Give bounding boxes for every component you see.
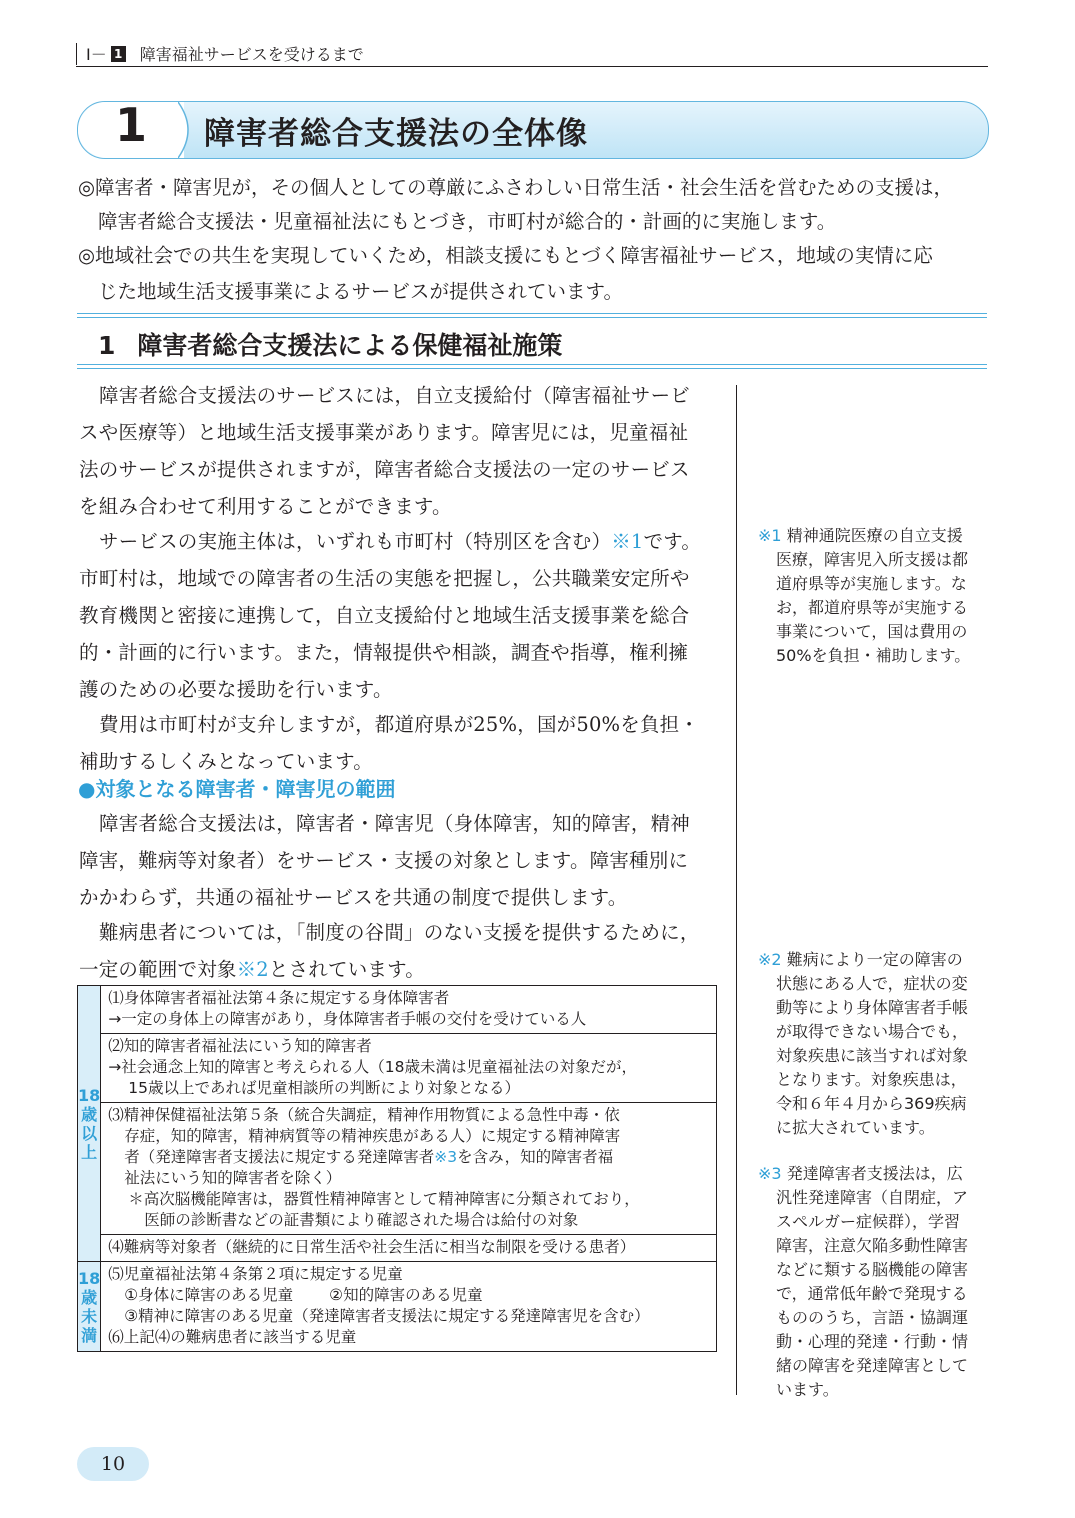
age-char: 未 [81,1306,98,1326]
note-mark: ※1 [758,526,782,545]
note-line: 令和６年４月から369疾病 [776,1094,967,1113]
table-row [78,1034,717,1103]
note-line: います。 [776,1380,839,1399]
cell-line: 医師の診断書などの証書類により確認された場合は給付の対象 [144,1211,579,1229]
footnote-ref-2: ※2 [236,958,269,981]
body-text: とされています。 [268,958,425,981]
footnote-ref-3: ※3 [434,1148,458,1166]
section-heading [98,326,562,362]
cell-text: 者（発達障害者支援法に規定する発達障害者 [124,1148,435,1166]
cell-line: ⑶精神保健福祉法第５条（統合失調症，精神作用物質による急性中毒・依 [108,1106,620,1124]
page-number: 10 [77,1447,149,1481]
table-cell-intellectual [101,1034,717,1103]
table-cell-mental [101,1103,717,1235]
side-note-1 [758,526,963,546]
note-line: スペルガー症候群），学習 [776,1212,961,1231]
body-line: 的・計画的に行います。また，情報提供や相談，調査や指導，権利擁 [79,641,689,664]
age-label-child [78,1262,101,1352]
cell-line [108,1285,710,1306]
side-note-2 [758,950,963,970]
body-line: を組み合わせて利用することができます。 [79,495,452,518]
intro-line-3: ◎地域社会での共生を実現していくため，相談支援にもとづく障害福祉サービス，地域の実情に応 [78,244,933,267]
cell-text: ②知的障害のある児童 [329,1286,483,1304]
cell-line: →社会通念上知的障害と考えられる人（18歳未満は児童福祉法の対象だが， [108,1058,637,1076]
body-line: 護のための必要な援助を行います。 [79,678,393,701]
table-row [78,1235,717,1262]
age-char: 歳 [81,1287,98,1307]
intro-line-2: 障害者総合支援法・児童福祉法にもとづき，市町村が総合的・計画的に実施します。 [98,210,837,233]
header-title: 障害福祉サービスを受けるまで [139,45,364,64]
header-part: Ⅰ－ [86,45,107,64]
intro-line-1: ◎障害者・障害児が，その個人としての尊厳にふさわしい日常生活・社会生活を営むための支援は， [78,176,954,199]
body-line: 法のサービスが提供されますが，障害者総合支援法の一定のサービス [79,458,690,481]
note-line: 50%を負担・補助します。 [776,646,971,665]
table-cell-children [101,1262,717,1352]
body-text: です。 [643,530,702,553]
section-number: 1 [98,331,116,360]
cell-line: 15歳以上であれば児童相談所の判断により対象となる） [128,1079,520,1097]
cell-line: ⑵知的障害者福祉法にいう知的障害者 [108,1037,372,1055]
section-rule-bottom-2 [77,368,987,369]
cell-line: ⑴身体障害者福祉法第４条に規定する身体障害者 [108,989,450,1007]
side-column-divider [736,385,737,1395]
note-line: で，通常低年齢で発現する [776,1284,968,1303]
section-rule-top-2 [77,317,987,318]
body-text: 一定の範囲で対象 [79,958,237,981]
note-line: 状態にある人で，症状の変 [776,974,968,993]
note-line: 道府県等が実施します。な [776,574,967,593]
age-char: 満 [81,1325,98,1345]
note-line: 事業について，国は費用の [776,622,968,641]
footnote-ref-1: ※1 [611,530,644,553]
body-line: 難病患者については，「制度の谷間」のない支援を提供するために， [99,921,700,944]
note-line: 障害，注意欠陥多動性障害 [776,1236,969,1255]
table-row [78,1262,717,1352]
table-row [78,986,717,1034]
note-text: 精神通院医療の自立支援 [786,526,963,545]
section-rule-bottom [77,364,987,365]
table-cell-intractable [101,1235,717,1262]
age-label-adult [78,986,101,1262]
note-text: 発達障害者支援法は，広 [786,1164,963,1183]
body-line: かかわらず，共通の福祉サービスを共通の制度で提供します。 [79,886,628,909]
cell-text: ①身体に障害のある児童 [124,1286,294,1304]
note-line: 緒の障害を発達障害として [776,1356,969,1375]
cell-line: 存症，知的障害，精神病質等の精神疾患がある人）に規定する精神障害 [124,1127,621,1145]
intro-line-4: じた地域生活支援事業によるサービスが提供されています。 [98,280,623,303]
chapter-number: 1 [114,98,147,152]
note-line: に拡大されています。 [776,1118,935,1137]
running-header [76,40,988,67]
body-line: 教育機関と密接に連携して，自立支援給付と地域生活支援事業を総合 [79,604,690,627]
note-line: 医療，障害児入所支援は都 [776,550,969,569]
body-text: サービスの実施主体は，いずれも市町村（特別区を含む） [99,530,612,553]
cell-line: →一定の身体上の障害があり，身体障害者手帳の交付を受けている人 [108,1010,587,1028]
note-text: 難病により一定の障害の [786,950,963,969]
subheading: ●対象となる障害者・障害児の範囲 [78,777,396,801]
eligibility-table [77,985,717,1352]
cell-line: ⑷難病等対象者（継続的に日常生活や社会生活に相当な制限を受ける患者） [108,1238,636,1256]
note-line: お，都道府県等が実施する [776,598,969,617]
body-line: 補助するしくみとなっています。 [79,750,373,773]
note-line: 汎性発達障害（自閉症，ア [776,1188,969,1207]
note-line: が取得できない場合でも， [776,1022,969,1041]
cell-line: ⑸児童福祉法第４条第２項に規定する児童 [108,1265,403,1283]
table-cell-physical [101,986,717,1034]
side-note-3 [758,1164,963,1184]
header-bar [76,43,77,65]
cell-line: ＊高次脳機能障害は，器質性精神障害として精神障害に分類されており， [128,1190,640,1208]
body-line [99,526,701,554]
age-char: 上 [81,1142,98,1162]
section-rule-top [77,313,987,314]
note-mark: ※2 [758,950,782,969]
table-row [78,1103,717,1235]
age-char: 18 [78,1085,101,1105]
note-line: となります。対象疾患は， [776,1070,967,1089]
body-line [79,954,425,982]
note-mark: ※3 [758,1164,782,1183]
note-line: 動等により身体障害者手帳 [776,998,969,1017]
header-chapter-number: 1 [111,46,126,62]
note-line: などに類する脳機能の障害 [776,1260,969,1279]
age-char: 18 [78,1268,101,1288]
cell-line [108,1147,710,1168]
chapter-title: 障害者総合支援法の全体像 [204,116,588,152]
cell-line: ③精神に障害のある児童（発達障害者支援法に規定する発達障害児を含む） [124,1307,650,1325]
body-line: スや医療等）と地域生活支援事業があります。障害児には，児童福祉 [79,421,689,444]
cell-line: 祉法にいう知的障害者を除く） [124,1169,342,1187]
body-line: 障害者総合支援法は，障害者・障害児（身体障害，知的障害，精神 [99,812,691,835]
note-line: もののうち，言語・協調運 [776,1308,969,1327]
note-line: 動・心理的発達・行動・情 [776,1332,969,1351]
age-char: 歳 [81,1104,98,1124]
body-line: 障害，難病等対象者）をサービス・支援の対象とします。障害種別に [79,849,689,872]
body-line: 費用は市町村が支弁しますが，都道府県が25%，国が50%を負担・ [99,713,700,736]
body-line: 障害者総合支援法のサービスには，自立支援給付（障害福祉サービ [99,384,691,407]
cell-line: ⑹上記⑷の難病患者に該当する児童 [108,1328,357,1346]
cell-text: を含み，知的障害者福 [457,1148,614,1166]
note-line: 対象疾患に該当すれば対象 [776,1046,969,1065]
body-line: 市町村は，地域での障害者の生活の実態を把握し，公共職業安定所や [79,567,690,590]
age-char: 以 [81,1123,98,1143]
section-title: 障害者総合支援法による保健福祉施策 [137,331,563,360]
